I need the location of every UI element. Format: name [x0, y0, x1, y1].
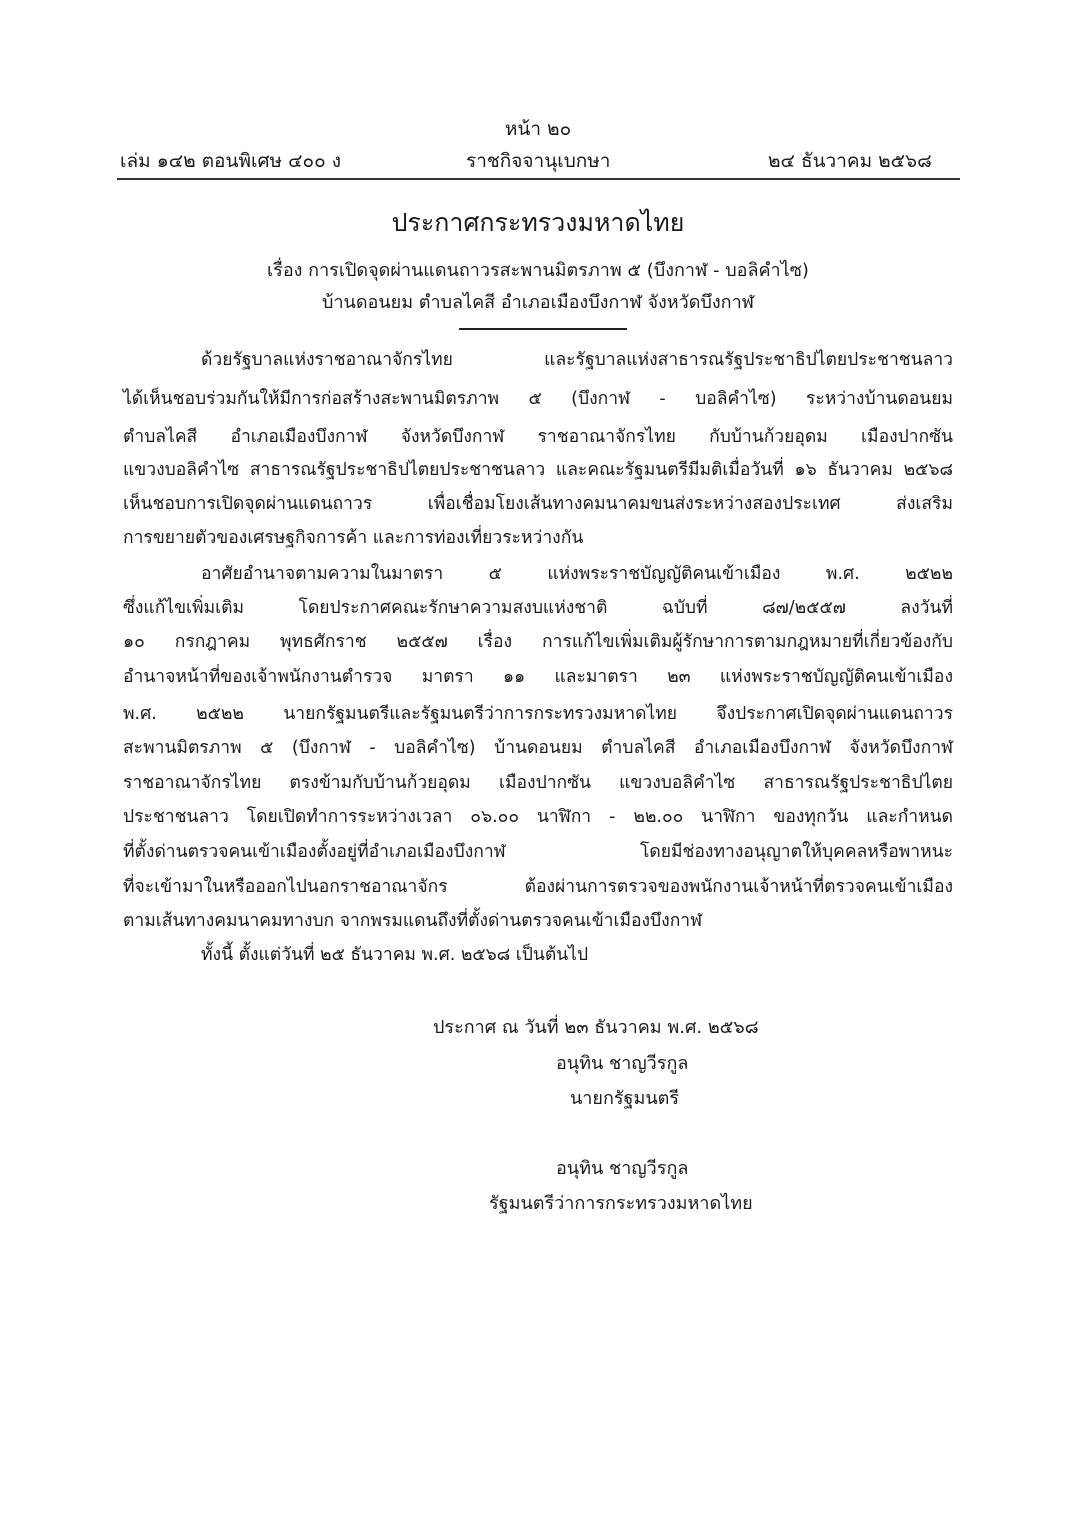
- page-number: หน้า ๒๐: [504, 118, 572, 140]
- body-line: ด้วยรัฐบาลแห่งราชอาณาจักรไทย และรัฐบาลแห่งสาธารณรัฐประชาธิปไตยประชาชนลาว: [201, 350, 953, 370]
- signatory-position: นายกรัฐมนตรี: [570, 1088, 679, 1109]
- body-line: ประชาชนลาว โดยเปิดทำการระหว่างเวลา ๐๖.๐๐ นาฬิกา - ๒๒.๐๐ นาฬิกา ของทุกวัน และกำหนด: [123, 807, 953, 827]
- title-divider: [459, 328, 627, 330]
- signatory-name: อนุทิน ชาญวีรกูล: [556, 1158, 689, 1179]
- announcement-date: ประกาศ ณ วันที่ ๒๓ ธันวาคม พ.ศ. ๒๕๖๘: [433, 1017, 759, 1038]
- body-line: แขวงบอลิคำไซ สาธารณรัฐประชาธิปไตยประชาชนลาว และคณะรัฐมนตรีมีมติเมื่อวันที่ ๑๖ ธันวาคม ๒๕๖๘: [123, 460, 953, 480]
- body-line: ตำบลไคสี อำเภอเมืองบึงกาฬ จังหวัดบึงกาฬ ราชอาณาจักรไทย กับบ้านก้วยอุดม เมืองปากซัน: [123, 427, 953, 447]
- body-line: ราชอาณาจักรไทย ตรงข้ามกับบ้านก้วยอุดม เมืองปากซัน แขวงบอลิคำไซ สาธารณรัฐประชาธิปไตย: [123, 773, 953, 793]
- header-divider: [117, 178, 960, 180]
- announcement-location: บ้านดอนยม ตำบลไคสี อำเภอเมืองบึงกาฬ จังหวัดบึงกาฬ: [322, 292, 754, 313]
- signatory-position: รัฐมนตรีว่าการกระทรวงมหาดไทย: [489, 1193, 753, 1214]
- announcement-subject: เรื่อง การเปิดจุดผ่านแดนถาวรสะพานมิตรภาพ ๕ (บึงกาฬ - บอลิคำไซ): [267, 260, 809, 281]
- publication-date: ๒๔ ธันวาคม ๒๕๖๘: [768, 150, 932, 172]
- body-line: การขยายตัวของเศรษฐกิจการค้า และการท่องเที่ยวระหว่างกัน: [123, 528, 584, 548]
- body-line: ซึ่งแก้ไขเพิ่มเติม โดยประกาศคณะรักษาความสงบแห่งชาติ ฉบับที่ ๘๗/๒๕๕๗ ลงวันที่: [123, 598, 953, 618]
- signatory-name: อนุทิน ชาญวีรกูล: [556, 1053, 689, 1074]
- body-line: ตามเส้นทางคมนาคมทางบก จากพรมแดนถึงที่ตั้งด่านตรวจคนเข้าเมืองบึงกาฬ: [123, 911, 703, 931]
- volume-issue: เล่ม ๑๔๒ ตอนพิเศษ ๔๐๐ ง: [120, 150, 341, 172]
- announcement-title: ประกาศกระทรวงมหาดไทย: [391, 208, 685, 237]
- body-line: ได้เห็นชอบร่วมกันให้มีการก่อสร้างสะพานมิตรภาพ ๕ (บึงกาฬ - บอลิคำไซ) ระหว่างบ้านดอนยม: [123, 389, 953, 409]
- body-line: สะพานมิตรภาพ ๕ (บึงกาฬ - บอลิคำไซ) บ้านดอนยม ตำบลไคสี อำเภอเมืองบึงกาฬ จังหวัดบึงกาฬ: [123, 738, 953, 758]
- body-line: ๑๐ กรกฎาคม พุทธศักราช ๒๕๕๗ เรื่อง การแก้ไขเพิ่มเติมผู้รักษาการตามกฎหมายที่เกี่ยวข้องกับ: [123, 632, 953, 652]
- body-line: อำนาจหน้าที่ของเจ้าพนักงานตำรวจ มาตรา ๑๑ และมาตรา ๒๓ แห่งพระราชบัญญัติคนเข้าเมือง: [123, 667, 953, 687]
- body-line: ที่จะเข้ามาในหรือออกไปนอกราชอาณาจักร ต้องผ่านการตรวจของพนักงานเจ้าหน้าที่ตรวจคนเข้าเมือง: [123, 877, 953, 897]
- body-line: พ.ศ. ๒๕๒๒ นายกรัฐมนตรีและรัฐมนตรีว่าการกระทรวงมหาดไทย จึงประกาศเปิดจุดผ่านแดนถาวร: [123, 704, 953, 724]
- body-line: อาศัยอำนาจตามความในมาตรา ๕ แห่งพระราชบัญญัติคนเข้าเมือง พ.ศ. ๒๕๒๒: [201, 564, 953, 584]
- gazette-name: ราชกิจจานุเบกษา: [466, 150, 611, 172]
- body-line: เห็นชอบการเปิดจุดผ่านแดนถาวร เพื่อเชื่อมโยงเส้นทางคมนาคมขนส่งระหว่างสองประเทศ ส่งเสริม: [123, 494, 953, 514]
- body-line: ที่ตั้งด่านตรวจคนเข้าเมืองตั้งอยู่ที่อำเภอเมืองบึงกาฬ โดยมีช่องทางอนุญาตให้บุคคลหรือพาหนะ: [123, 842, 953, 862]
- body-line: ทั้งนี้ ตั้งแต่วันที่ ๒๕ ธันวาคม พ.ศ. ๒๕๖๘ เป็นต้นไป: [201, 945, 589, 965]
